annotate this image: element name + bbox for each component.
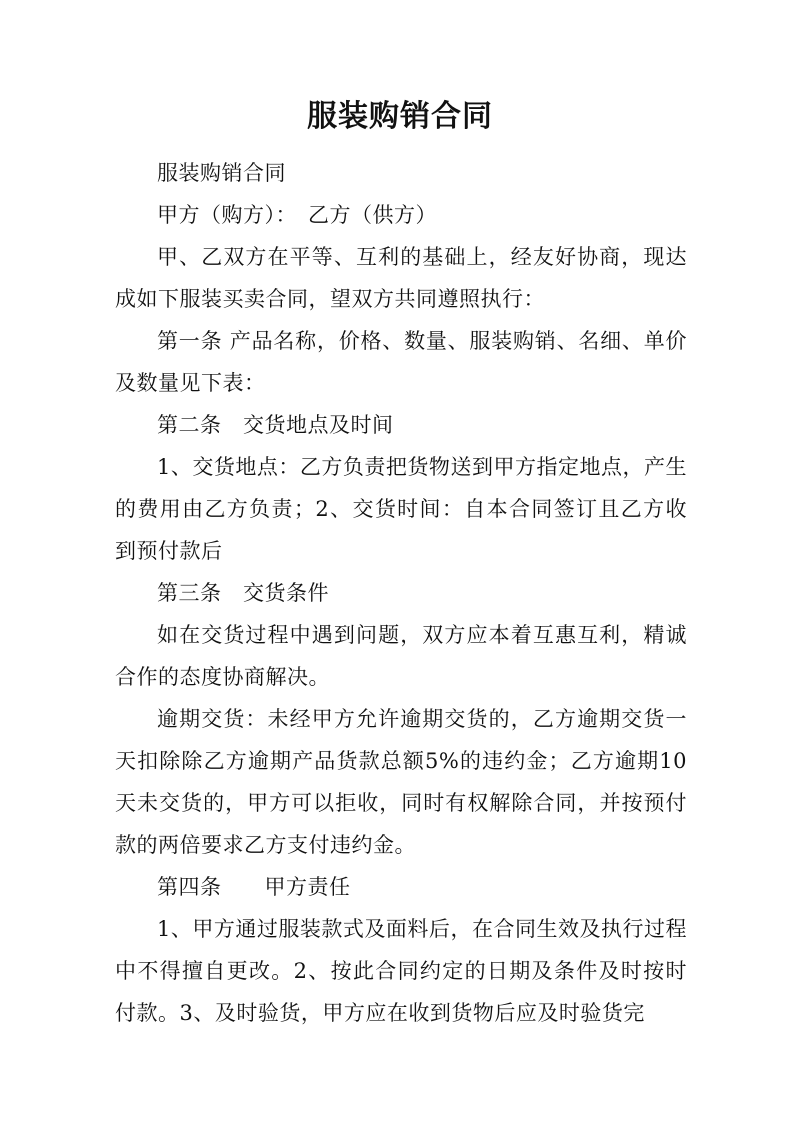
paragraph: 逾期交货：未经甲方允许逾期交货的，乙方逾期交货一天扣除除乙方逾期产品货款总额5%的违约金；乙方逾期10天未交货的，甲方可以拒收，同时有权解除合同，并按预付款的两倍要求乙方支付违约金。: [115, 707, 687, 857]
paragraph: 第二条 交货地点及时间: [157, 413, 394, 437]
paragraph: 甲、乙双方在平等、互利的基础上，经友好协商，现达成如下服装买卖合同，望双方共同遵照执行：: [115, 245, 687, 311]
paragraph: 第三条 交货条件: [157, 581, 329, 605]
paragraph: 如在交货过程中遇到问题，双方应本着互惠互利，精诚合作的态度协商解决。: [115, 623, 687, 689]
document-title: 服装购销合同: [307, 99, 493, 134]
paragraph: 1、交货地点：乙方负责把货物送到甲方指定地点，产生的费用由乙方负责；2、交货时间：自本合同签订且乙方收到预付款后: [115, 455, 687, 563]
paragraph: 甲方（购方）： 乙方（供方）: [157, 203, 437, 227]
document-body: [115, 152, 687, 1034]
paragraph: 第一条 产品名称，价格、数量、服装购销、名细、单价及数量见下表：: [115, 329, 687, 395]
paragraph: 服装购销合同: [157, 161, 286, 185]
paragraph: 1、甲方通过服装款式及面料后，在合同生效及执行过程中不得擅自更改。2、按此合同约定的日期及条件及时按时付款。3、及时验货，甲方应在收到货物后应及时验货完: [115, 917, 687, 1025]
paragraph: 第四条 甲方责任: [157, 875, 351, 899]
